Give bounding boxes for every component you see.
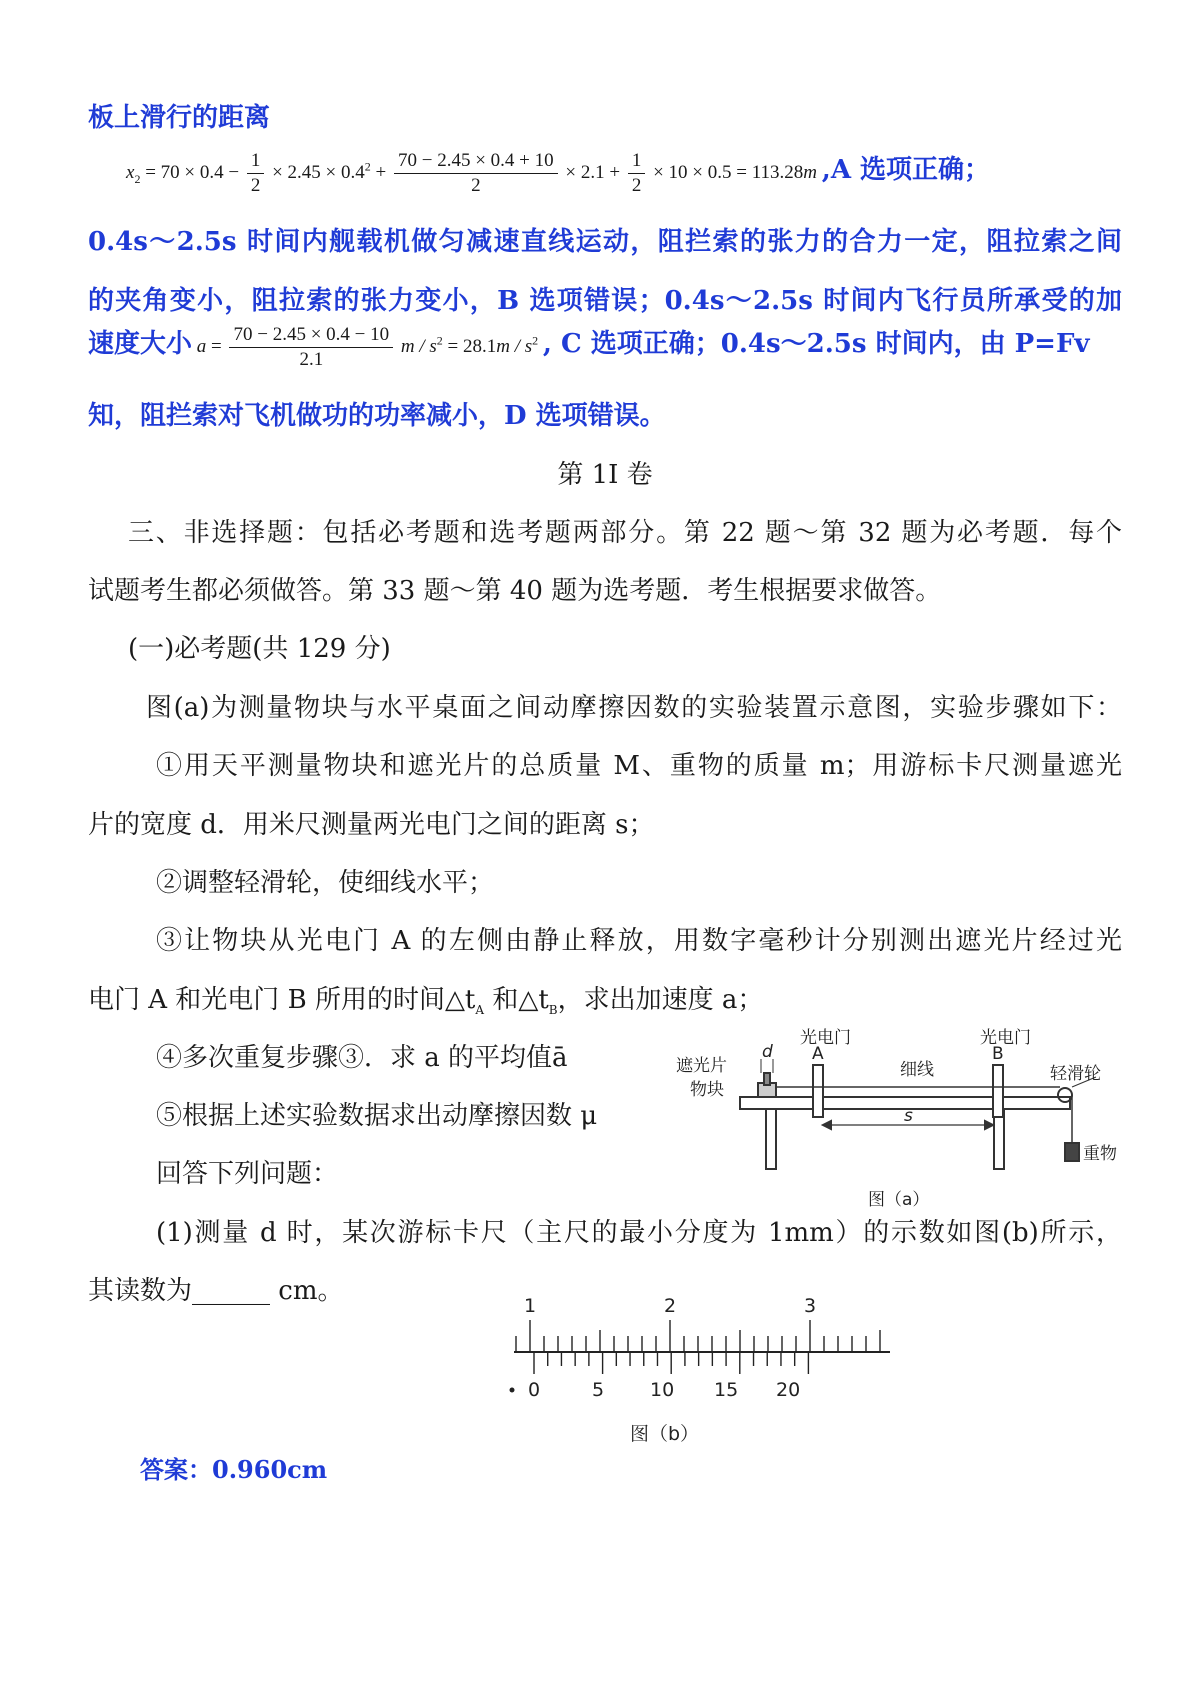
numerator: 70 − 2.45 × 0.4 + 10 xyxy=(394,149,558,174)
text: 其读数为______ cm。 xyxy=(88,1276,344,1306)
term: = xyxy=(211,336,222,357)
text: 的夹角变小，阻拉索的张力变小，B 选项错误；0.4s～2.5s 时间内飞行员所承受的加 xyxy=(88,286,1122,316)
sub: 2 xyxy=(134,171,141,186)
s-label: s xyxy=(904,1106,913,1126)
numerator: 70 − 2.45 × 0.4 − 10 xyxy=(229,323,393,348)
figure-b-vernier xyxy=(490,1290,910,1470)
sup: 2 xyxy=(364,159,371,174)
shade-label: 遮光片 xyxy=(676,1056,727,1076)
var-x: x xyxy=(126,162,135,183)
s-arrow-head-left xyxy=(823,1121,831,1129)
denominator: 2 xyxy=(471,175,481,197)
text: ⑤根据上述实验数据求出动摩擦因数 μ xyxy=(156,1101,598,1131)
weight xyxy=(1065,1143,1079,1161)
main-label-1: 1 xyxy=(524,1295,537,1317)
term: + xyxy=(375,162,387,183)
gate-a-letter: A xyxy=(812,1044,824,1064)
paragraph-line xyxy=(156,921,1122,961)
paragraph-line xyxy=(88,805,1122,845)
term: = 28.1 xyxy=(447,336,497,357)
paragraph-line xyxy=(156,1096,597,1136)
denominator: 2 xyxy=(250,175,261,197)
gate-b xyxy=(993,1065,1003,1117)
text: ②调整轻滑轮，使细线水平； xyxy=(156,868,495,898)
solution-line-5 xyxy=(88,396,1122,436)
denominator: 2.1 xyxy=(299,349,324,371)
paragraph-line xyxy=(146,688,1122,728)
text: 答案：0.960cm xyxy=(140,1455,328,1484)
paragraph-line xyxy=(156,1213,1122,1253)
sub: B xyxy=(548,1003,558,1018)
text: 板上滑行的距离 xyxy=(88,103,271,133)
term: × 2.1 + xyxy=(565,162,621,183)
text: 三、非选择题：包括必考题和选考题两部分。第 22 题～第 32 题为必考题．每个 xyxy=(128,518,1122,548)
unit: m xyxy=(803,162,818,183)
text: 知，阻拦索对飞机做功的功率减小，D 选项错误。 xyxy=(88,401,666,431)
text: 第 1I 卷 xyxy=(557,460,653,490)
shade-plate xyxy=(764,1073,770,1085)
table-leg xyxy=(766,1109,776,1169)
paragraph-line xyxy=(128,513,1122,553)
text: 和△t xyxy=(484,985,549,1015)
term: × 10 × 0.5 = 113.28 xyxy=(653,162,804,183)
text: ①用天平测量物块和遮光片的总质量 M、重物的质量 m；用游标卡尺测量遮光 xyxy=(156,751,1122,781)
text: ③让物块从光电门 A 的左侧由静止释放，用数字毫秒计分别测出遮光片经过光 xyxy=(156,926,1122,956)
fraction xyxy=(247,149,265,198)
text: 图(a)为测量物块与水平桌面之间动摩擦因数的实验装置示意图，实验步骤如下： xyxy=(146,693,1122,723)
term: = 70 × 0.4 − xyxy=(145,162,240,183)
paragraph-line xyxy=(156,863,1122,903)
unit: m / s xyxy=(496,336,533,357)
fraction xyxy=(229,323,393,372)
term: × 2.45 × 0.4 xyxy=(272,162,365,183)
numerator: 1 xyxy=(628,149,646,174)
paragraph-line xyxy=(156,746,1122,786)
text: 0.4s～2.5s 时间内舰载机做匀减速直线运动，阻拦索的张力的合力一定，阻拉索之间 xyxy=(88,227,1122,257)
block-label: 物块 xyxy=(690,1080,724,1100)
text: (一)必考题(共 129 分) xyxy=(128,634,391,664)
text: ，求出加速度 a； xyxy=(557,985,764,1015)
paragraph-line xyxy=(88,980,1122,1020)
weight-label: 重物 xyxy=(1083,1144,1117,1164)
section-title xyxy=(88,455,1122,495)
vernier-label-5: 5 xyxy=(592,1379,605,1401)
sub: A xyxy=(475,1003,485,1018)
solution-line-2 xyxy=(88,222,1122,262)
equation-line-x2 xyxy=(88,140,1122,200)
figure-a-apparatus xyxy=(668,1025,1128,1215)
main-label-2: 2 xyxy=(664,1295,677,1317)
text: , C 选项正确；0.4s～2.5s 时间内，由 P=Fv xyxy=(542,329,1090,359)
figure-a-caption: 图（a） xyxy=(868,1190,930,1210)
gate-b-label: 光电门 xyxy=(980,1028,1031,1048)
text: 片的宽度 d．用米尺测量两光电门之间的距离 s； xyxy=(88,810,655,840)
var-a: a xyxy=(196,336,207,357)
paragraph-line xyxy=(156,1038,568,1078)
d-label: d xyxy=(762,1042,773,1062)
gate-a-label: 光电门 xyxy=(800,1028,851,1048)
sup: 2 xyxy=(436,333,443,348)
vernier-label-15: 15 xyxy=(714,1379,739,1401)
gate-a xyxy=(813,1065,823,1117)
solution-line-1 xyxy=(88,98,1122,138)
s-arrow-head-right xyxy=(985,1121,993,1129)
vernier-label-10: 10 xyxy=(650,1379,675,1401)
text: 速度大小 xyxy=(88,329,193,359)
text: 电门 A 和光电门 B 所用的时间△t xyxy=(88,985,476,1015)
vernier-label-20: 20 xyxy=(776,1379,801,1401)
text: 回答下列问题： xyxy=(156,1159,339,1189)
vernier-label-0: 0 xyxy=(528,1379,541,1401)
unit: m / s xyxy=(400,336,437,357)
numerator: 1 xyxy=(247,149,265,174)
sup: 2 xyxy=(532,333,539,348)
solution-line-4 xyxy=(88,314,1122,374)
fraction xyxy=(628,149,646,198)
denominator: 2 xyxy=(631,175,642,197)
text: ,A 选项正确； xyxy=(821,155,991,185)
fraction xyxy=(394,149,558,198)
figure-b-caption: 图（b） xyxy=(630,1423,700,1445)
paragraph-line xyxy=(128,629,1122,669)
string-label: 细线 xyxy=(900,1060,934,1080)
text: 试题考生都必须做答。第 33 题～第 40 题为选考题．考生根据要求做答。 xyxy=(88,576,942,606)
main-label-3: 3 xyxy=(804,1295,817,1317)
paragraph-line xyxy=(88,571,1122,611)
paragraph-line xyxy=(156,1154,338,1194)
gate-b-letter: B xyxy=(992,1044,1004,1064)
text: ④多次重复步骤③．求 a 的平均值ā xyxy=(156,1043,568,1073)
origin-dot xyxy=(510,1388,515,1393)
text: (1)测量 d 时，某次游标卡尺（主尺的最小分度为 1mm）的示数如图(b)所示， xyxy=(156,1218,1122,1248)
pulley-label: 轻滑轮 xyxy=(1050,1064,1101,1084)
